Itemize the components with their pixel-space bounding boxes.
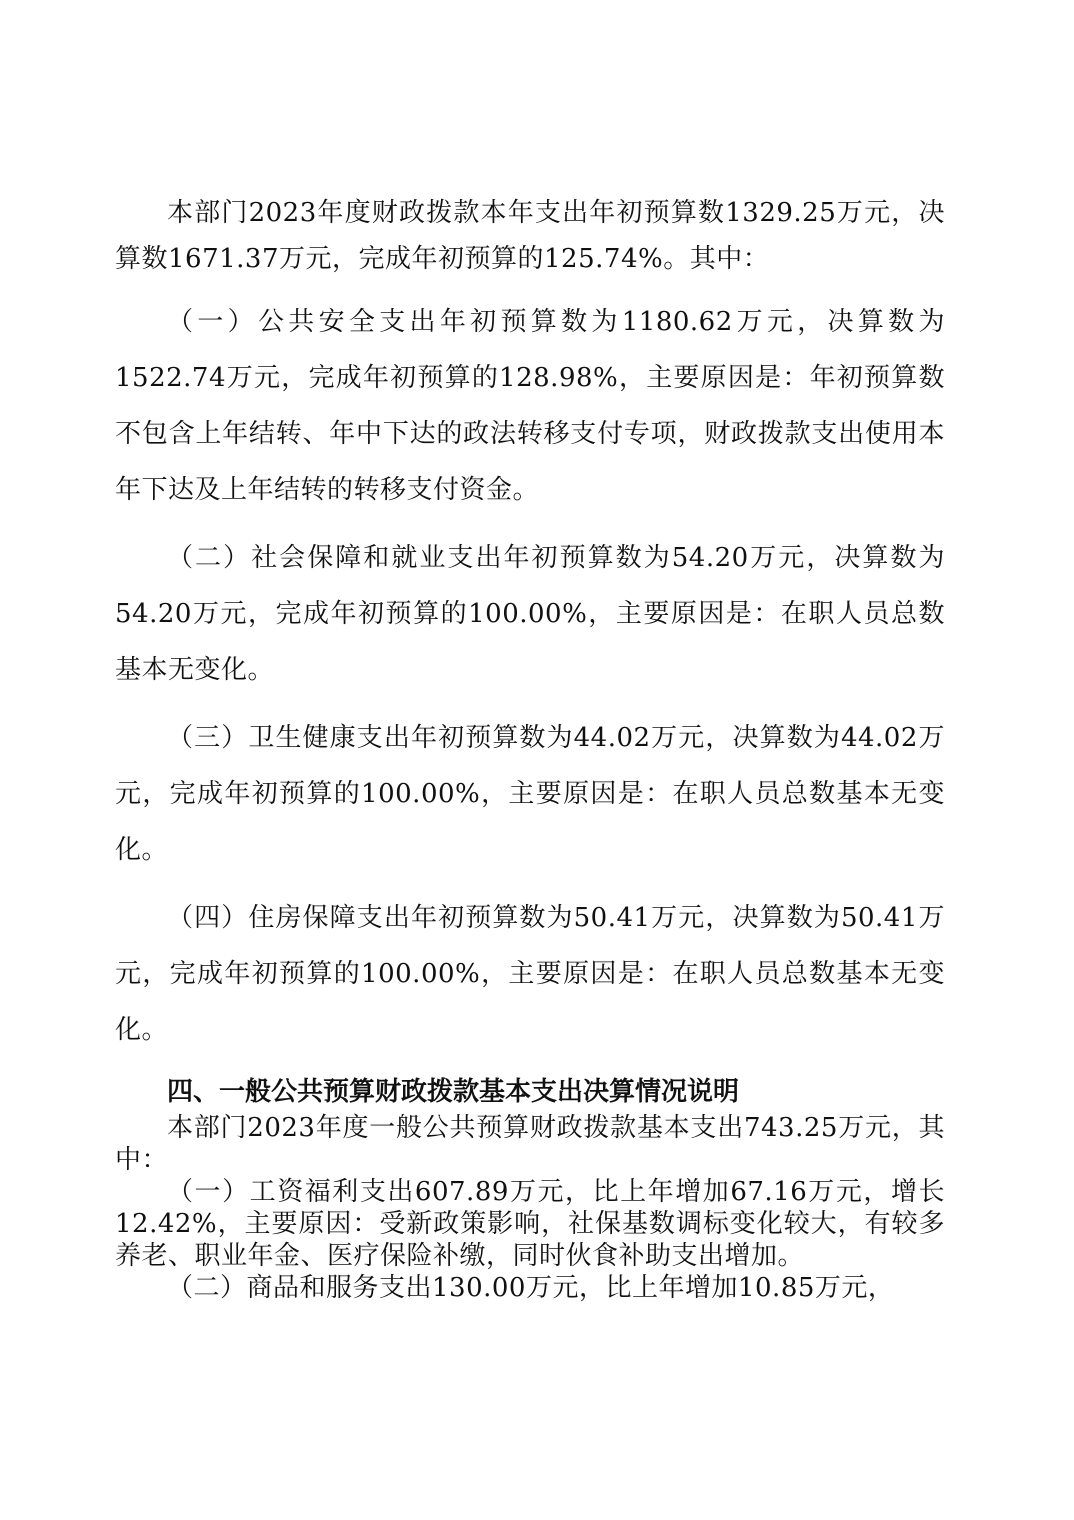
document-page	[115, 190, 945, 1304]
section4-item1-paragraph: （一）工资福利支出607.89万元，比上年增加67.16万元，增长12.42%，主要原因：受新政策影响，社保基数调标变化较大，有较多养老、职业年金、医疗保险补缴，同时伙食补助支出增加。	[115, 1177, 945, 1271]
section4-item2-paragraph: （二）商品和服务支出130.00万元，比上年增加10.85万元，	[167, 1273, 895, 1303]
section3-item2-paragraph: （二）社会保障和就业支出年初预算数为54.20万元，决算数为54.20万元，完成年初预算的100.00%，主要原因是：在职人员总数基本无变化。	[115, 543, 945, 685]
section3-item3-paragraph: （三）卫生健康支出年初预算数为44.02万元，决算数为44.02万元，完成年初预算的100.00%，主要原因是：在职人员总数基本无变化。	[115, 723, 945, 865]
section3-item1-paragraph: （一）公共安全支出年初预算数为1180.62万元，决算数为1522.74万元，完成年初预算的128.98%，主要原因是：年初预算数不包含上年结转、年中下达的政法转移支付专项，财政拨款支出使用本年下达及上年结转的转移支付资金。	[115, 307, 945, 505]
section4-heading: 四、一般公共预算财政拨款基本支出决算情况说明	[167, 1077, 740, 1107]
section4-intro-paragraph: 本部门2023年度一般公共预算财政拨款基本支出743.25万元，其中：	[115, 1113, 945, 1175]
section3-intro-paragraph: 本部门2023年度财政拨款本年支出年初预算数1329.25万元，决算数1671.37万元，完成年初预算的125.74%。其中：	[115, 198, 945, 274]
section3-item4-paragraph: （四）住房保障支出年初预算数为50.41万元，决算数为50.41万元，完成年初预算的100.00%，主要原因是：在职人员总数基本无变化。	[115, 903, 945, 1045]
